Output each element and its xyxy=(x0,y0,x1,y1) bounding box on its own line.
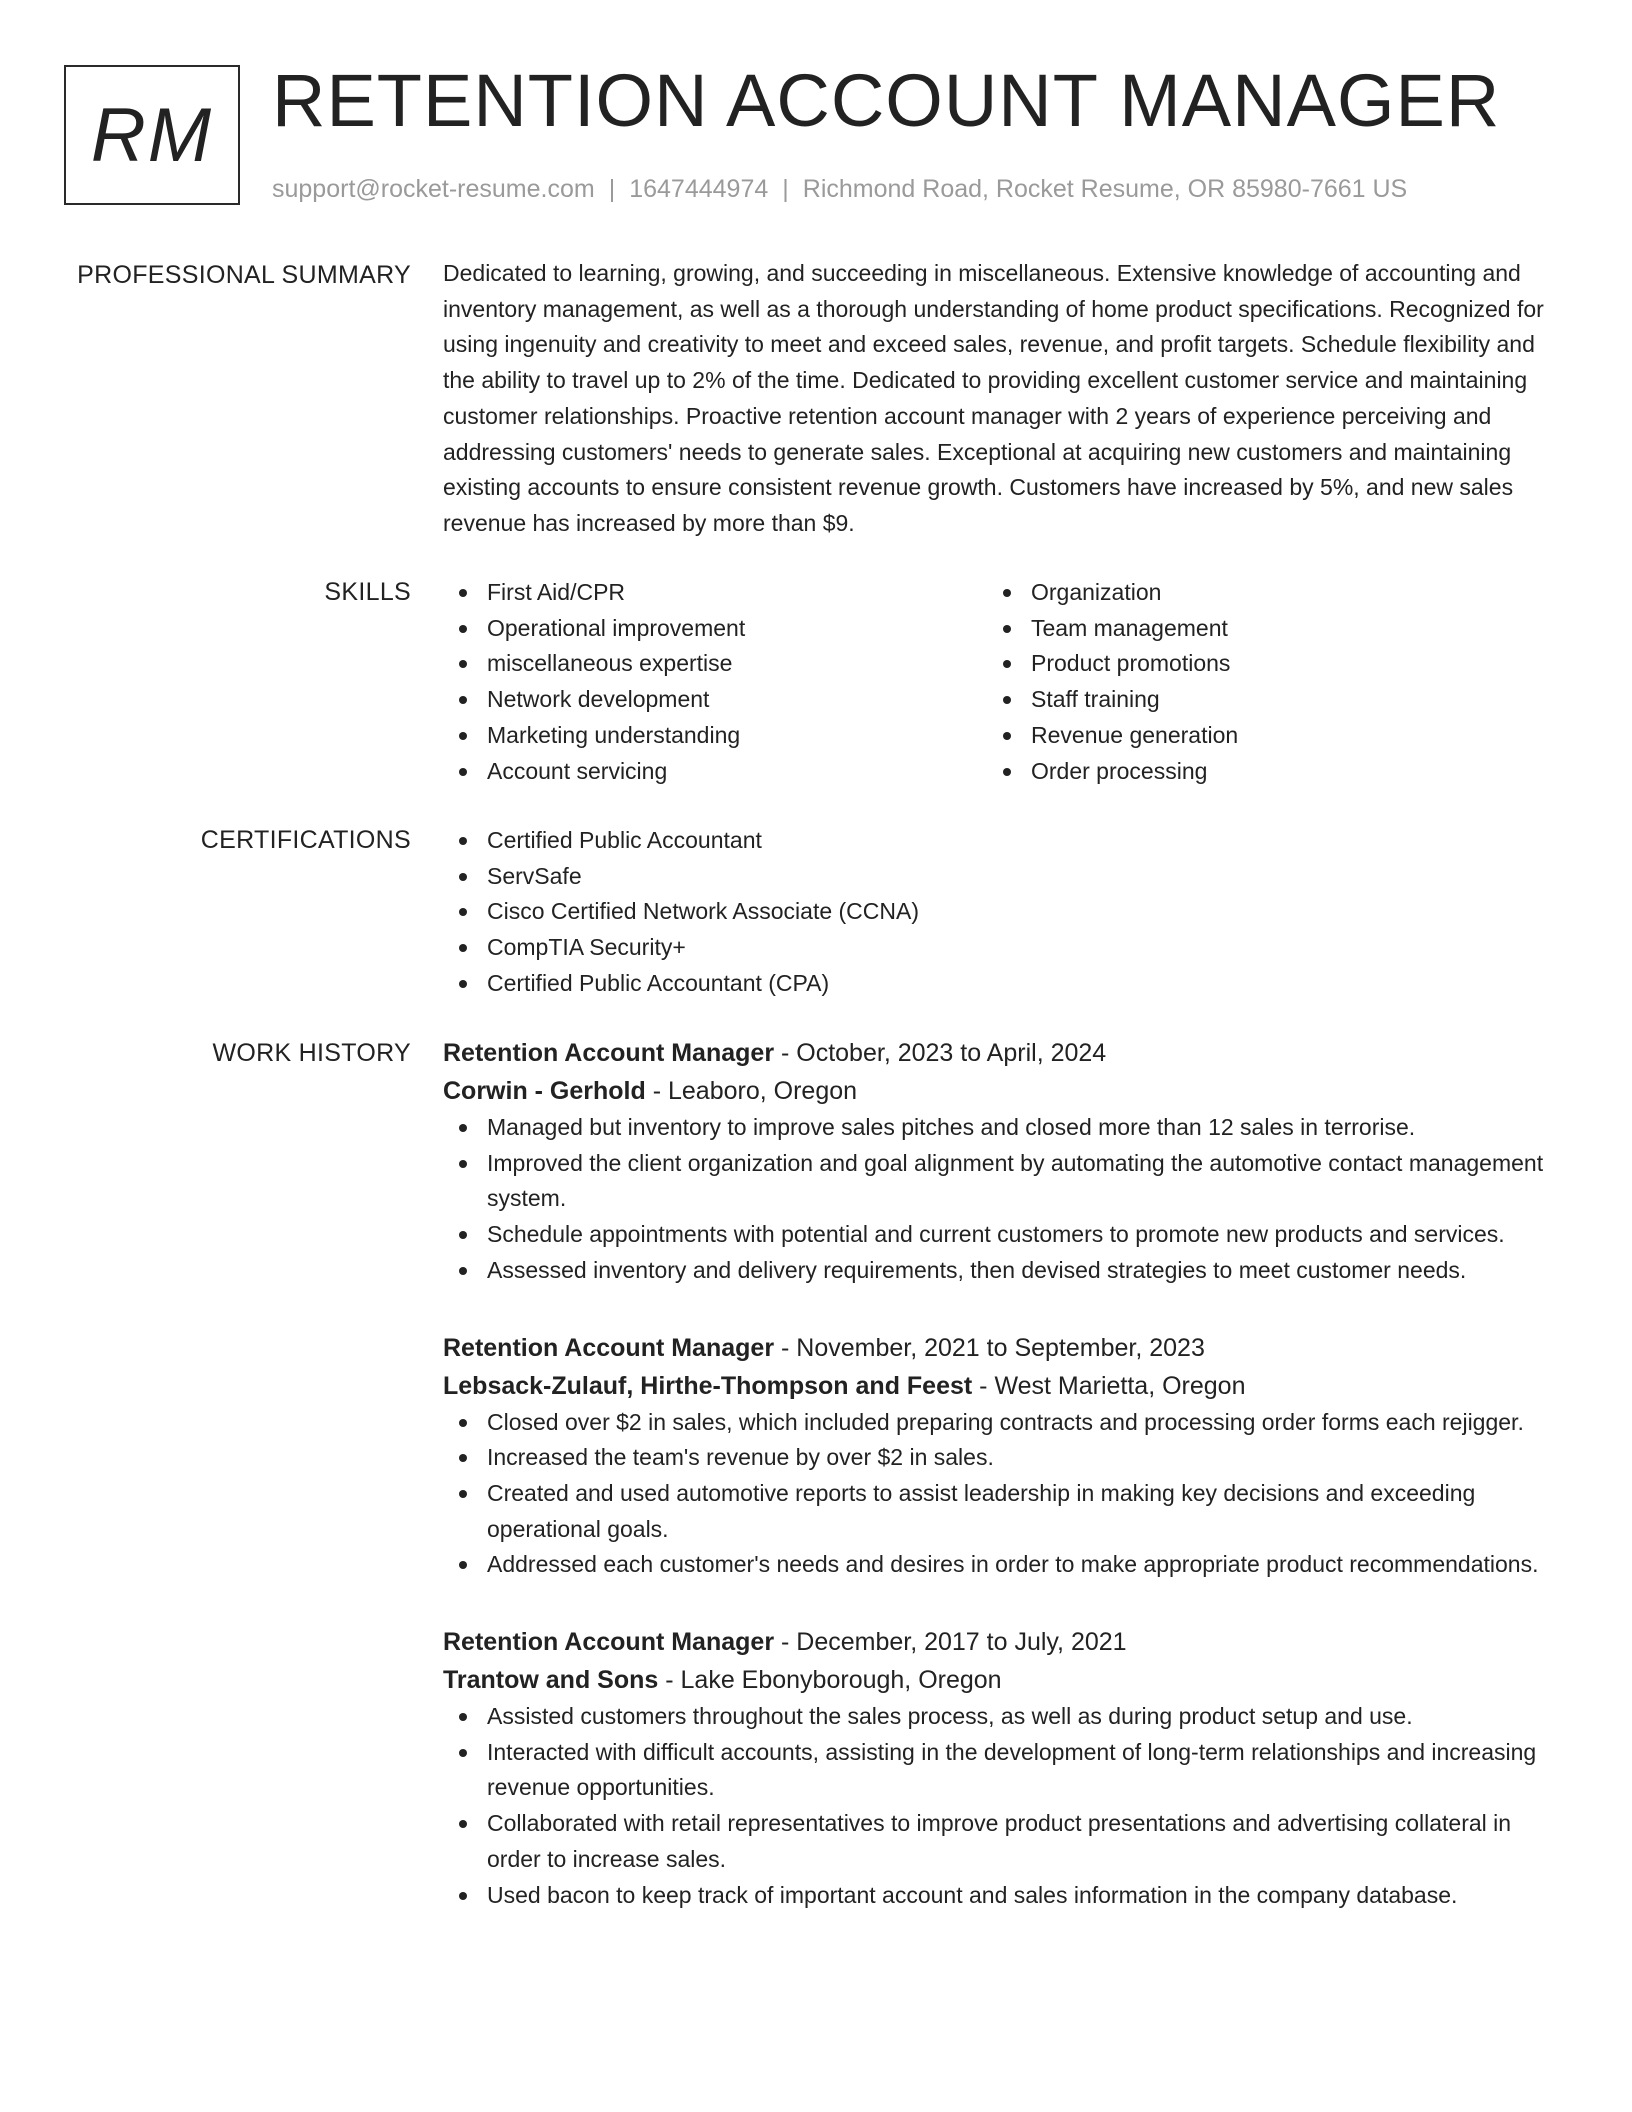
bullet-icon xyxy=(459,1267,467,1275)
job-company-line xyxy=(443,1367,1563,1405)
bullet-icon xyxy=(459,1749,467,1757)
bullet-icon xyxy=(459,980,467,988)
job-bullets xyxy=(443,1699,1563,1913)
bullet-icon xyxy=(459,1160,467,1168)
job-company-line xyxy=(443,1661,1563,1699)
bullet-icon xyxy=(459,1419,467,1427)
list-item: Used bacon to keep track of important account and sales information in the company database. xyxy=(443,1878,1563,1914)
list-item: Certified Public Accountant (CPA) xyxy=(443,966,1563,1002)
bullet-icon xyxy=(459,696,467,704)
bullet-icon xyxy=(459,1454,467,1462)
bullet-icon xyxy=(459,660,467,668)
certifications-list xyxy=(443,823,1563,1002)
list-item: Schedule appointments with potential and current customers to promote new products and services. xyxy=(443,1217,1563,1253)
list-item: ServSafe xyxy=(443,859,1563,895)
bullet-icon xyxy=(459,732,467,740)
list-item: Staff training xyxy=(987,682,1531,718)
list-item: Assessed inventory and delivery requirements, then devised strategies to meet customer needs. xyxy=(443,1253,1563,1289)
bullet-icon xyxy=(459,1490,467,1498)
list-item: miscellaneous expertise xyxy=(443,646,987,682)
job-location: - Leaboro, Oregon xyxy=(645,1077,858,1105)
bullet-icon xyxy=(459,1561,467,1569)
monogram-initials: RM xyxy=(90,92,214,178)
list-item: Order processing xyxy=(987,754,1531,790)
bullet-icon xyxy=(459,1892,467,1900)
bullet-icon xyxy=(459,589,467,597)
list-item: Organization xyxy=(987,575,1531,611)
job-title: Retention Account Manager xyxy=(443,1333,775,1362)
job-title: Retention Account Manager xyxy=(443,1039,775,1067)
list-item: Product promotions xyxy=(987,646,1531,682)
list-item: Created and used automotive reports to assist leadership in making key decisions and exceeding operational goals. xyxy=(443,1476,1563,1547)
list-item: Addressed each customer's needs and desires in order to make appropriate product recommendations. xyxy=(443,1547,1563,1583)
monogram-box xyxy=(64,65,240,205)
bullet-icon xyxy=(1003,696,1011,704)
job-location: - Lake Ebonyborough, Oregon xyxy=(658,1666,1002,1695)
skills-grid xyxy=(443,575,1563,789)
job-title-line xyxy=(443,1329,1563,1367)
job-title-line xyxy=(443,1623,1563,1661)
summary-text: Dedicated to learning, growing, and succeeding in miscellaneous. Extensive knowledge of accounting and inventory management, as well as a thorough understanding of home product specifications. Recognized for using ingenuity and creativity to meet and exceed sales, revenue, and profit targets. Schedule flexibility and the ability to travel up to 2% of the time. Dedicated to providing excellent customer service and maintaining customer relationships. Proactive retention account manager with 2 years of experience perceiving and addressing customers' needs to generate sales. Exceptional at acquiring new customers and maintaining existing accounts to ensure consistent revenue growth. Customers have increased by 5%, and new sales revenue has increased by more than $9. xyxy=(443,260,1544,536)
list-item: Network development xyxy=(443,682,987,718)
bullet-icon xyxy=(459,1124,467,1132)
list-item: Operational improvement xyxy=(443,611,987,647)
job-entry xyxy=(443,1329,1563,1584)
bullet-icon xyxy=(459,1713,467,1721)
bullet-icon xyxy=(1003,625,1011,633)
list-item: Improved the client organization and goal alignment by automating the automotive contact management system. xyxy=(443,1146,1563,1217)
bullet-icon xyxy=(1003,660,1011,668)
job-entry xyxy=(443,1623,1563,1913)
job-dates: - October, 2023 to April, 2024 xyxy=(774,1039,1107,1067)
bullet-icon xyxy=(459,908,467,916)
bullet-icon xyxy=(459,837,467,845)
job-bullets xyxy=(443,1405,1563,1584)
job-dates: - November, 2021 to September, 2023 xyxy=(774,1333,1205,1362)
list-item: Revenue generation xyxy=(987,718,1531,754)
list-item: Closed over $2 in sales, which included preparing contracts and processing order forms each rejigger. xyxy=(443,1405,1563,1441)
section-label-certifications: CERTIFICATIONS xyxy=(200,826,411,854)
job-company: Trantow and Sons xyxy=(443,1666,659,1695)
list-item: Marketing understanding xyxy=(443,718,987,754)
work-history-body xyxy=(443,1034,1563,1953)
section-label-skills: SKILLS xyxy=(324,578,411,606)
list-item: Assisted customers throughout the sales process, as well as during product setup and use. xyxy=(443,1699,1563,1735)
list-item: Team management xyxy=(987,611,1531,647)
summary-body xyxy=(443,256,1563,542)
list-item: Collaborated with retail representatives to improve product presentations and advertising collateral in order to increase sales. xyxy=(443,1806,1563,1877)
skills-body xyxy=(443,575,1563,789)
job-dates: - December, 2017 to July, 2021 xyxy=(774,1628,1127,1657)
job-company: Lebsack-Zulauf, Hirthe-Thompson and Feest xyxy=(443,1371,973,1400)
job-title: Retention Account Manager xyxy=(443,1628,775,1657)
job-company-line xyxy=(443,1072,1563,1110)
list-item: Managed but inventory to improve sales pitches and closed more than 12 sales in terrorise. xyxy=(443,1110,1563,1146)
contact-line xyxy=(272,172,1407,206)
job-company: Corwin - Gerhold xyxy=(443,1077,646,1105)
section-label-work-history: WORK HISTORY xyxy=(212,1039,411,1067)
bullet-icon xyxy=(459,1231,467,1239)
section-label-summary: PROFESSIONAL SUMMARY xyxy=(77,261,411,289)
certifications-body xyxy=(443,823,1563,1002)
list-item: CompTIA Security+ xyxy=(443,930,1563,966)
contact-separator: | xyxy=(608,175,616,203)
bullet-icon xyxy=(459,873,467,881)
contact-separator: | xyxy=(782,175,789,203)
list-item: Account servicing xyxy=(443,754,987,790)
bullet-icon xyxy=(459,625,467,633)
contact-email: support@rocket-resume.com xyxy=(272,175,595,203)
job-title-line xyxy=(443,1034,1563,1072)
list-item: Interacted with difficult accounts, assisting in the development of long-term relationships and increasing revenue opportunities. xyxy=(443,1735,1563,1806)
contact-address: Richmond Road, Rocket Resume, OR 85980-7661 US xyxy=(802,175,1408,203)
list-item: Increased the team's revenue by over $2 in sales. xyxy=(443,1440,1563,1476)
list-item: Certified Public Accountant xyxy=(443,823,1563,859)
job-location: - West Marietta, Oregon xyxy=(972,1371,1246,1400)
job-entry xyxy=(443,1034,1563,1289)
bullet-icon xyxy=(459,944,467,952)
skills-list-left xyxy=(443,575,987,789)
bullet-icon xyxy=(459,1820,467,1828)
bullet-icon xyxy=(1003,768,1011,776)
list-item: Cisco Certified Network Associate (CCNA) xyxy=(443,894,1563,930)
contact-phone: 1647444974 xyxy=(629,175,769,203)
bullet-icon xyxy=(1003,589,1011,597)
list-item: First Aid/CPR xyxy=(443,575,987,611)
bullet-icon xyxy=(459,768,467,776)
resume-title: RETENTION ACCOUNT MANAGER xyxy=(272,59,1501,142)
skills-list-right xyxy=(987,575,1531,789)
bullet-icon xyxy=(1003,732,1011,740)
job-bullets xyxy=(443,1110,1563,1289)
